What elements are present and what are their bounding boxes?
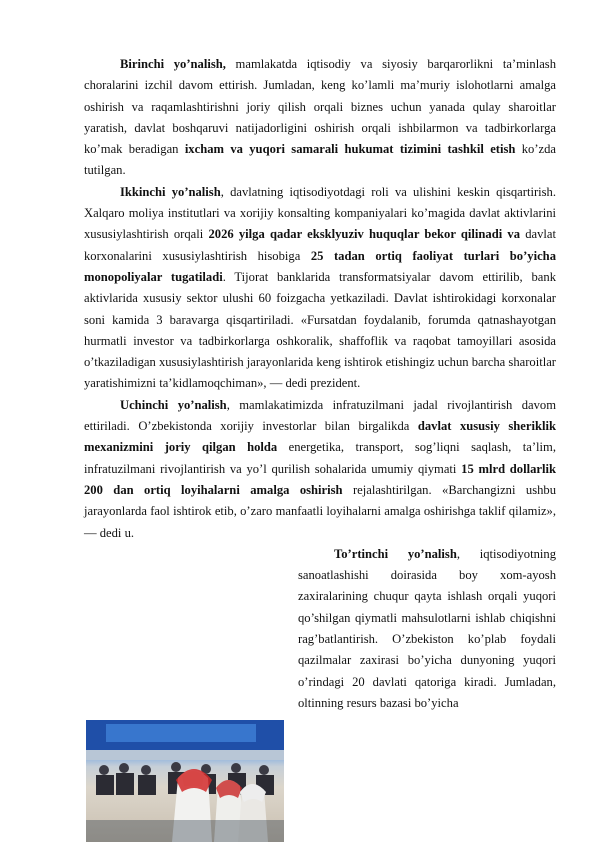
paragraph-4: To’rtinchi yo’nalish, iqtisodiyotning sanoatlashishi doirasida boy xom-ayosh zaxiralarining chuqur qayta ishlash orqali yuqori qo’shilgan qiymatli mahsulotlarni ishlab chiqishni rag’batlantirish. O’zbekiston ko’plab foydali qazilmalar zaxirasi bo’yicha dunyoning yuqori o’rindagi 20 davlati qatoriga kiradi. Jumladan, oltinning resurs bazasi bo’yicha <box>298 546 556 710</box>
audience-illustration <box>86 720 284 842</box>
article-body <box>84 54 556 779</box>
conference-photo <box>86 720 284 842</box>
paragraph-3: Uchinchi yo’nalish, mamlakatimizda infratuzilmani jadal rivojlantirish davom ettiriladi. O’zbekistonda xorijiy investorlar bilan birgalikda davlat xususiy sheriklik mexanizmini joriy qilgan holda energetika, transport, sog’liqni saqlash, ta’lim, infratuzilmani rivojlantirish va yo’l qurilish sohalarida umumiy qiymati 15 mlrd dollarlik 200 dan ortiq loyihalarni amalga oshirish rejalashtirilgan. «Barchangizni ushbu jarayonlarda faol ishtirok etib, o’zaro manfaatli loyihalarni amalga oshirishga taklif qilamiz», — dedi u. <box>84 397 556 540</box>
paragraph-2: Ikkinchi yo’nalish, davlatning iqtisodiyotdagi roli va ulishini keskin qisqartirish. Xalqaro moliya institutlari va xorijiy konsalting kompaniyalari ko’magida davlat aktivlarini xususiylashtirish orqali 2026 yilga qadar eksklyuziv huquqlar bekor qilinadi va davlat korxonalarini xususiylashtirish hisobiga 25 tadan ortiq faoliyat turlari bo’yicha monopoliyalar tugatiladi. Tijorat banklarida transformatsiyalar davom ettirilib, bank aktivlarida xususiy sektor ulushi 60 foizgacha yetkaziladi. Davlat ishtirokidagi korxonalar soni kamida 3 baravarga qisqartiriladi. «Fursatdan foydalanib, forumda qatnashayotgan hurmatli investor va tadbirkorlarga oshkoralik, shaffoflik va raqobat tamoyillari asosida o’tkaziladigan xususiylashtirish jarayonlarida keng ishtirok etishingiz uchun barcha sharoitlar yaratishimizni ta’kidlamoqchiman», — dedi prezident. <box>84 184 556 391</box>
paragraph-1: Birinchi yo’nalish, mamlakatda iqtisodiy va siyosiy barqarorlikni ta’minlash choralarini izchil davom ettirish. Jumladan, keng ko’lamli ma’muriy islohotlarni amalga oshirish va raqamlashtirishni joriy qilish orqali biznes uchun yanada qulay sharoitlar yaratish, davlat boshqaruvi natijadorligini oshirish orqali ishbilarmon va tadbirkorlarga ko’mak beradigan ixcham va yuqori samarali hukumat tizimini tashkil etish ko’zda tutilgan. <box>84 57 556 178</box>
